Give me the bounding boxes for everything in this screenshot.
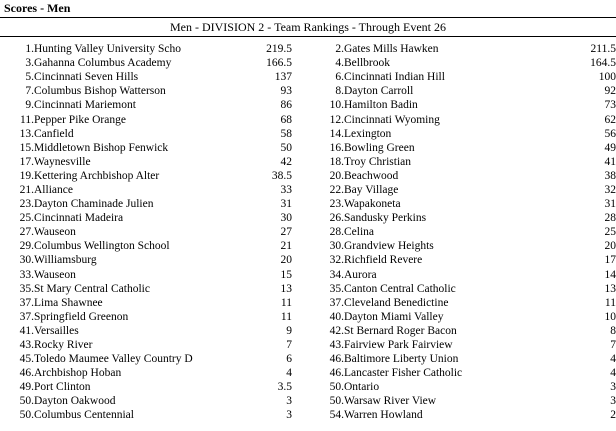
table-row [0, 352, 616, 366]
column-gap [292, 239, 310, 253]
rank-cell: 30. [19, 254, 34, 267]
table-row [0, 98, 616, 112]
points-cell: 3 [286, 395, 292, 408]
column-gap [292, 268, 310, 282]
rankings-table [0, 42, 616, 423]
points-cell: 2 [610, 409, 616, 422]
points-cell: 13 [280, 282, 292, 295]
column-gap [292, 366, 310, 380]
points-cell: 49 [604, 141, 616, 154]
column-gap [292, 141, 310, 155]
table-row [0, 70, 616, 84]
points-cell: 11 [280, 310, 292, 323]
column-gap [292, 56, 310, 70]
team-name-cell: Middletown Bishop Fenwick [34, 141, 169, 154]
team-name-cell: Cincinnati Wyoming [344, 113, 440, 126]
points-cell: 68 [280, 113, 292, 126]
divider [0, 36, 616, 37]
rank-cell: 1. [25, 43, 34, 56]
team-name-cell: Dayton Oakwood [34, 395, 116, 408]
rank-cell: 50. [19, 395, 34, 408]
column-gap [292, 98, 310, 112]
team-name-cell: Lancaster Fisher Catholic [344, 367, 463, 380]
column-gap [292, 84, 310, 98]
column-gap [292, 112, 310, 126]
team-name-cell: Wauseon [34, 226, 76, 239]
column-gap [292, 324, 310, 338]
points-cell: 8 [610, 324, 616, 337]
points-cell: 164.5 [590, 57, 616, 70]
points-cell: 15 [280, 268, 292, 281]
table-row [0, 380, 616, 394]
column-gap [292, 352, 310, 366]
points-cell: 30 [280, 212, 292, 225]
points-cell: 38.5 [271, 169, 292, 182]
table-row [0, 296, 616, 310]
rank-cell: 50. [329, 381, 344, 394]
team-name-cell: Warsaw River View [344, 395, 437, 408]
team-name-cell: Archbishop Hoban [34, 367, 122, 380]
points-cell: 41 [604, 155, 616, 168]
points-cell: 50 [280, 141, 292, 154]
team-name-cell: Rocky River [34, 339, 93, 352]
points-cell: 4 [610, 353, 616, 366]
rank-cell: 30. [329, 240, 344, 253]
team-name-cell: Wauseon [34, 268, 76, 281]
points-cell: 11 [604, 296, 616, 309]
rank-cell: 25. [19, 212, 34, 225]
rank-cell: 9. [25, 99, 34, 112]
team-name-cell: Troy Christian [344, 155, 411, 168]
team-name-cell: Toledo Maumee Valley Country D [34, 353, 193, 366]
rank-cell: 20. [329, 169, 344, 182]
points-cell: 20 [604, 240, 616, 253]
team-name-cell: Williamsburg [34, 254, 97, 267]
points-cell: 3.5 [277, 381, 292, 394]
team-name-cell: Pepper Pike Orange [34, 113, 126, 126]
team-name-cell: Cincinnati Madeira [34, 212, 124, 225]
table-row [0, 84, 616, 98]
points-cell: 3 [286, 409, 292, 422]
column-gap [292, 408, 310, 422]
team-name-cell: St Mary Central Catholic [34, 282, 150, 295]
rank-cell: 27. [19, 226, 34, 239]
column-gap [292, 70, 310, 84]
points-cell: 219.5 [266, 43, 292, 56]
rank-cell: 23. [19, 198, 34, 211]
team-name-cell: Canton Central Catholic [344, 282, 456, 295]
rankings-body [0, 42, 616, 423]
points-cell: 31 [280, 198, 292, 211]
points-cell: 137 [274, 71, 292, 84]
table-row [0, 42, 616, 56]
rank-cell: 19. [19, 169, 34, 182]
rank-cell: 50. [329, 395, 344, 408]
points-cell: 211.5 [590, 43, 616, 56]
table-row [0, 394, 616, 408]
team-name-cell: Dayton Chaminade Julien [34, 198, 154, 211]
rank-cell: 29. [19, 240, 34, 253]
column-gap [292, 211, 310, 225]
rank-cell: 2. [335, 43, 344, 56]
team-name-cell: Bowling Green [344, 141, 415, 154]
rank-cell: 28. [329, 226, 344, 239]
team-name-cell: Sandusky Perkins [344, 212, 427, 225]
team-name-cell: Fairview Park Fairview [344, 339, 453, 352]
rank-cell: 11. [20, 113, 34, 126]
column-gap [292, 197, 310, 211]
team-name-cell: Columbus Wellington School [34, 240, 170, 253]
points-cell: 28 [604, 212, 616, 225]
table-row [0, 141, 616, 155]
team-name-cell: Wapakoneta [344, 198, 401, 211]
table-row [0, 366, 616, 380]
column-gap [292, 183, 310, 197]
points-cell: 9 [286, 324, 292, 337]
team-name-cell: Cincinnati Mariemont [34, 99, 136, 112]
rank-cell: 15. [19, 141, 34, 154]
rank-cell: 43. [329, 339, 344, 352]
column-gap [292, 380, 310, 394]
rank-cell: 54. [329, 409, 344, 422]
points-cell: 4 [610, 367, 616, 380]
table-row [0, 239, 616, 253]
rank-cell: 37. [19, 296, 34, 309]
table-row [0, 197, 616, 211]
team-name-cell: Richfield Revere [344, 254, 423, 267]
points-cell: 27 [280, 226, 292, 239]
team-name-cell: Columbus Bishop Watterson [34, 85, 166, 98]
points-cell: 31 [604, 198, 616, 211]
table-row [0, 310, 616, 324]
column-gap [292, 253, 310, 267]
team-name-cell: Beachwood [344, 169, 399, 182]
points-cell: 13 [604, 282, 616, 295]
rank-cell: 14. [329, 127, 344, 140]
points-cell: 11 [280, 296, 292, 309]
table-row [0, 225, 616, 239]
rank-cell: 46. [329, 353, 344, 366]
rank-cell: 22. [329, 183, 344, 196]
rank-cell: 12. [329, 113, 344, 126]
rank-cell: 23. [329, 198, 344, 211]
points-cell: 58 [280, 127, 292, 140]
divider [0, 17, 616, 18]
points-cell: 25 [604, 226, 616, 239]
team-name-cell: Canfield [34, 127, 74, 140]
team-name-cell: Gahanna Columbus Academy [34, 57, 172, 70]
points-cell: 3 [610, 381, 616, 394]
rank-cell: 33. [19, 268, 34, 281]
table-row [0, 183, 616, 197]
table-row [0, 169, 616, 183]
column-gap [292, 296, 310, 310]
rank-cell: 21. [19, 183, 34, 196]
points-cell: 56 [604, 127, 616, 140]
rank-cell: 3. [25, 57, 34, 70]
team-name-cell: Lexington [344, 127, 392, 140]
column-gap [292, 282, 310, 296]
rank-cell: 49. [19, 381, 34, 394]
points-cell: 21 [280, 240, 292, 253]
team-name-cell: Alliance [34, 183, 73, 196]
table-row [0, 127, 616, 141]
team-name-cell: St Bernard Roger Bacon [344, 324, 457, 337]
team-name-cell: Cincinnati Indian Hill [344, 71, 445, 84]
table-row [0, 155, 616, 169]
team-name-cell: Lima Shawnee [34, 296, 103, 309]
points-cell: 92 [604, 85, 616, 98]
team-name-cell: Springfield Greenon [34, 310, 129, 323]
table-row [0, 112, 616, 126]
rank-cell: 6. [335, 71, 344, 84]
points-cell: 20 [280, 254, 292, 267]
table-row [0, 338, 616, 352]
team-name-cell: Baltimore Liberty Union [344, 353, 459, 366]
rank-cell: 45. [19, 353, 34, 366]
team-name-cell: Dayton Miami Valley [344, 310, 444, 323]
team-name-cell: Celina [344, 226, 375, 239]
rank-cell: 18. [329, 155, 344, 168]
column-gap [292, 155, 310, 169]
rank-cell: 37. [19, 310, 34, 323]
points-cell: 86 [280, 99, 292, 112]
column-gap [292, 338, 310, 352]
points-cell: 3 [610, 395, 616, 408]
team-name-cell: Dayton Carroll [344, 85, 414, 98]
rank-cell: 42. [329, 324, 344, 337]
team-name-cell: Kettering Archbishop Alter [34, 169, 160, 182]
points-cell: 33 [280, 183, 292, 196]
team-name-cell: Aurora [344, 268, 377, 281]
column-gap [292, 169, 310, 183]
table-row [0, 253, 616, 267]
team-name-cell: Columbus Centennial [34, 409, 134, 422]
rank-cell: 46. [329, 367, 344, 380]
rank-cell: 35. [329, 282, 344, 295]
points-cell: 42 [280, 155, 292, 168]
team-name-cell: Cleveland Benedictine [344, 296, 449, 309]
points-cell: 7 [286, 339, 292, 352]
table-row [0, 408, 616, 422]
rank-cell: 46. [19, 367, 34, 380]
table-title: Men - DIVISION 2 - Team Rankings - Through Event 26 [169, 20, 446, 34]
points-cell: 93 [280, 85, 292, 98]
rank-cell: 43. [19, 339, 34, 352]
rank-cell: 26. [329, 212, 344, 225]
column-gap [292, 127, 310, 141]
points-cell: 17 [604, 254, 616, 267]
points-cell: 38 [604, 169, 616, 182]
points-cell: 100 [598, 71, 616, 84]
rank-cell: 7. [25, 85, 34, 98]
column-gap [292, 225, 310, 239]
team-name-cell: Hunting Valley University Scho [34, 43, 182, 56]
rank-cell: 37. [329, 296, 344, 309]
rank-cell: 16. [329, 141, 344, 154]
points-cell: 4 [286, 367, 292, 380]
rank-cell: 17. [19, 155, 34, 168]
team-name-cell: Versailles [34, 324, 79, 337]
team-name-cell: Bay Village [344, 183, 399, 196]
team-name-cell: Cincinnati Seven Hills [34, 71, 139, 84]
rank-cell: 13. [19, 127, 34, 140]
rank-cell: 34. [329, 268, 344, 281]
rank-cell: 10. [329, 99, 344, 112]
points-cell: 10 [604, 310, 616, 323]
table-row [0, 56, 616, 70]
rank-cell: 35. [19, 282, 34, 295]
table-row [0, 282, 616, 296]
team-name-cell: Bellbrook [344, 57, 390, 70]
rank-cell: 4. [335, 57, 344, 70]
table-row [0, 268, 616, 282]
column-gap [292, 310, 310, 324]
points-cell: 6 [286, 353, 292, 366]
team-name-cell: Warren Howland [344, 409, 423, 422]
points-cell: 166.5 [266, 57, 292, 70]
team-name-cell: Port Clinton [34, 381, 91, 394]
rank-cell: 41. [19, 324, 34, 337]
rank-cell: 32. [329, 254, 344, 267]
rank-cell: 40. [329, 310, 344, 323]
team-name-cell: Ontario [344, 381, 380, 394]
rank-cell: 5. [25, 71, 34, 84]
rank-cell: 50. [19, 409, 34, 422]
points-cell: 32 [604, 183, 616, 196]
points-cell: 62 [604, 113, 616, 126]
table-row [0, 211, 616, 225]
team-name-cell: Grandview Heights [344, 240, 434, 253]
column-gap [292, 394, 310, 408]
points-cell: 7 [610, 339, 616, 352]
rank-cell: 8. [335, 85, 344, 98]
team-name-cell: Hamilton Badin [344, 99, 418, 112]
table-row [0, 324, 616, 338]
points-cell: 14 [604, 268, 616, 281]
points-cell: 73 [604, 99, 616, 112]
page-title: Scores - Men [4, 1, 71, 15]
team-name-cell: Gates Mills Hawken [344, 43, 439, 56]
column-gap [292, 42, 310, 56]
team-name-cell: Waynesville [34, 155, 91, 168]
